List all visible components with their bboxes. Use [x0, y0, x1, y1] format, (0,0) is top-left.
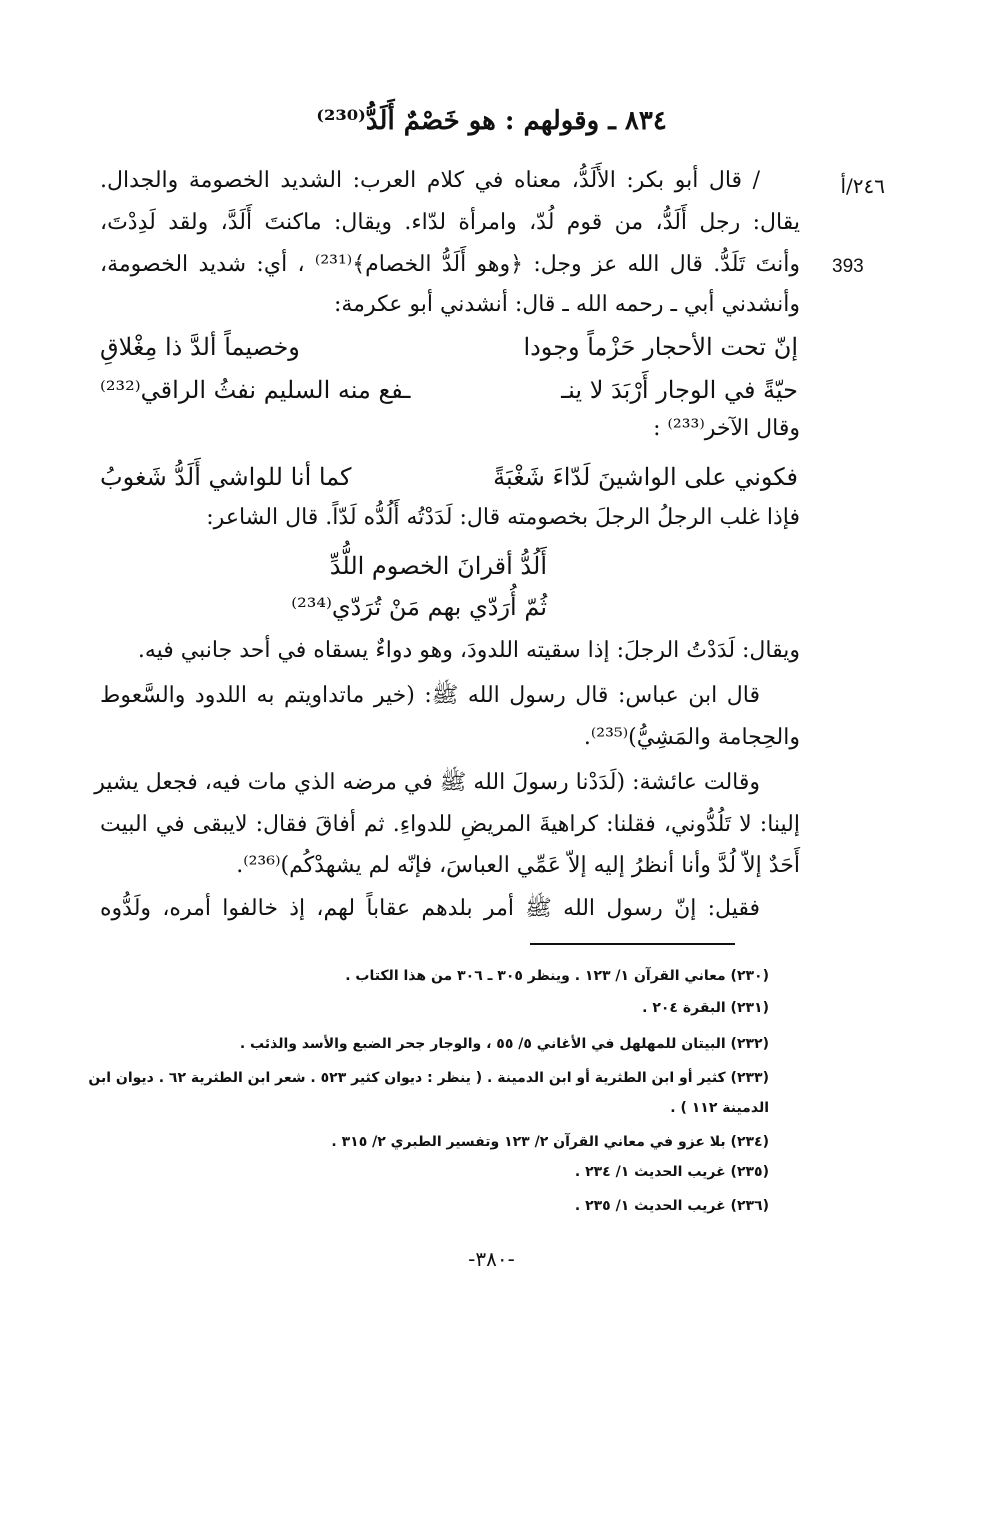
- text-line: / قال أبو بكر: الأَلَدُّ، معناه في كلام العرب: الشديد الخصومة والجدال.: [100, 168, 760, 193]
- text-line: قال ابن عباس: قال رسول الله ﷺ: (خير ماتداويتم به اللدود والسَّعوط: [100, 683, 760, 708]
- verse-hemistich: وخصيماً ألدَّ ذا مِغْلاقِ: [100, 333, 300, 361]
- footnote: (٢٣٥) غريب الحديث ١/ ٢٣٤ .: [574, 1164, 769, 1180]
- verse-hemistich: ـفع منه السليم نفثُ الراقي⁽²³²⁾: [100, 376, 411, 404]
- verse-hemistich: فكوني على الواشينَ لَدّاءَ شَغْبَةً: [493, 463, 798, 491]
- text-line: فقيل: إنّ رسول الله ﷺ أمر بلدهم عقاباً لهم، إذ خالفوا أمره، ولَدُّوه: [100, 896, 760, 921]
- page-folio: -٣٨٠-: [468, 1247, 515, 1271]
- manuscript-folio-ref: ٢٤٦/أ: [840, 174, 885, 198]
- text-line: وقالت عائشة: (لَدَدْنا رسولَ الله ﷺ في مرضه الذي مات فيه، فجعل يشير: [94, 770, 760, 795]
- text-line: وأنتَ تَلَدُّ. قال الله عز وجل: ﴿وهو أَلَدُّ الخصام﴾⁽²³¹⁾ ، أي: شديد الخصومة،: [100, 252, 800, 277]
- text-line: يقال: رجل أَلَدُّ، من قوم لُدّ، وامرأة لدّاء. ويقال: ماكنتَ أَلَدَّ، ولقد لَدِدْتَ،: [100, 210, 800, 235]
- verse-line: أَلُدُّ أقرانَ الخصوم اللُّدِّ: [329, 552, 547, 580]
- footnote: (٢٣٠) معاني القرآن ١/ ١٢٣ . وينظر ٣٠٥ ـ ٣٠٦ من هذا الكتاب .: [345, 968, 769, 984]
- footnote-continuation: الدمينة ١١٢ ) .: [670, 1100, 769, 1116]
- verse-hemistich: حيّةً في الوجار أَرْبَدَ لا ينـ: [561, 376, 798, 404]
- footnote-separator: [530, 943, 735, 945]
- text-line: والحِجامة والمَشِيُّ)⁽²³⁵⁾.: [583, 725, 800, 750]
- margin-page-number: 393: [832, 256, 864, 277]
- text-line: أَحَدٌ إلاّ لُدَّ وأنا أنظرُ إليه إلاّ عَمِّي العباسَ، فإنّه لم يشهدْكُم)⁽²³⁶⁾.: [236, 853, 800, 878]
- text-line: إلينا: لا تَلُدُّوني، فقلنا: كراهيةَ المريضِ للدواءِ. ثم أفاقَ فقال: لايبقى في البيت: [100, 812, 800, 837]
- verse-hemistich: كما أنا للواشي أَلَدُّ شَغوبُ: [100, 463, 352, 491]
- section-heading: ٨٣٤ ـ وقولهم : هو خَصْمٌ أَلَدُّ⁽²³⁰⁾: [316, 106, 667, 136]
- text-line: فإذا غلب الرجلُ الرجلَ بخصومته قال: لَدَدْتُه أَلُدُّه لَدّاً. قال الشاعر:: [206, 505, 800, 530]
- footnote: (٢٣٤) بلا عزو في معاني القرآن ٢/ ١٢٣ وتفسير الطبري ٢/ ٣١٥ .: [331, 1134, 769, 1150]
- verse-hemistich: إنّ تحت الأحجار حَزْماً وجودا: [523, 333, 798, 361]
- footnote: (٢٣٦) غريب الحديث ١/ ٢٣٥ .: [574, 1198, 769, 1214]
- text-line: وأنشدني أبي ـ رحمه الله ـ قال: أنشدني أبو عكرمة:: [333, 292, 800, 317]
- footnote: (٢٣٣) كثير أو ابن الطثرية أو ابن الدمينة . ( ينظر : ديوان كثير ٥٢٣ . شعر ابن الطثرية ٦٢ . ديوان ابن: [88, 1070, 769, 1086]
- verse-line: ثُمّ أُرَدّي بهم مَنْ تُرَدّي⁽²³⁴⁾: [291, 593, 547, 621]
- footnote: (٢٣١) البقرة ٢٠٤ .: [642, 1000, 769, 1016]
- text-line: وقال الآخر⁽²³³⁾ :: [653, 416, 800, 441]
- footnote: (٢٣٢) البيتان للمهلهل في الأغاني ٥/ ٥٥ ، والوجار جحر الضبع والأسد والذئب .: [239, 1036, 769, 1052]
- text-line: ويقال: لَدَدْتُ الرجلَ: إذا سقيته اللدودَ، وهو دواءٌ يسقاه في أحد جانبي فيه.: [137, 638, 800, 663]
